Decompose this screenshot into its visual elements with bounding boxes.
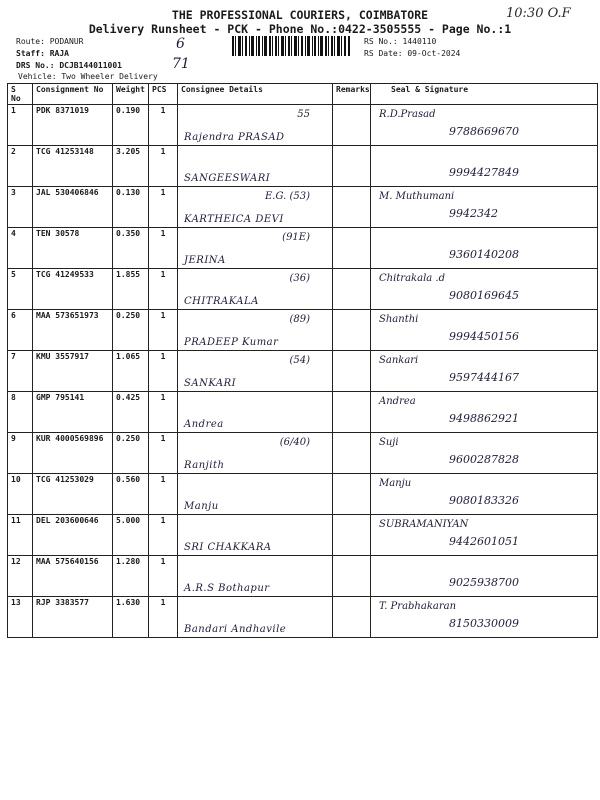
serial-number: 11 xyxy=(8,515,33,556)
signature-phone: 9600287828 xyxy=(449,453,519,466)
weight-value: 3.205 xyxy=(113,146,149,187)
rs-no-label: RS No.: xyxy=(364,37,398,46)
col-weight: Weight xyxy=(113,84,149,105)
col-seal: Seal & Signature xyxy=(371,84,598,105)
table-row xyxy=(8,515,598,556)
consignee-details xyxy=(178,269,333,310)
pieces-count: 1 xyxy=(149,433,178,474)
seal-signature-cell xyxy=(371,269,598,310)
weight-value: 0.350 xyxy=(113,228,149,269)
consignee-name: Andrea xyxy=(184,419,224,430)
remarks-cell xyxy=(333,228,371,269)
signature-phone: 9442601051 xyxy=(449,535,519,548)
pieces-count: 1 xyxy=(149,310,178,351)
consignment-number: TCG 41253029 xyxy=(33,474,113,515)
consignee-name: Manju xyxy=(184,501,219,512)
signature-phone: 9498862921 xyxy=(449,412,519,425)
table-row xyxy=(8,269,598,310)
signature-phone: 9360140208 xyxy=(449,248,519,261)
consignee-note: (36) xyxy=(289,273,310,284)
consignee-details xyxy=(178,474,333,515)
remarks-cell xyxy=(333,556,371,597)
company-title: THE PROFESSIONAL COURIERS, COIMBATORE xyxy=(171,8,429,22)
signature-name: Manju xyxy=(379,478,412,489)
consignee-note: 55 xyxy=(297,109,310,120)
consignee-name: SANKARI xyxy=(184,378,237,389)
table-row xyxy=(8,105,598,146)
signature-name: Andrea xyxy=(379,396,416,407)
rs-date-value: 09-Oct-2024 xyxy=(407,49,461,58)
consignment-number: JAL 530406846 xyxy=(33,187,113,228)
route-label: Route: xyxy=(16,37,45,46)
pieces-count: 1 xyxy=(149,515,178,556)
seal-signature-cell xyxy=(371,146,598,187)
signature-phone: 8150330009 xyxy=(449,617,519,630)
table-row xyxy=(8,474,598,515)
consignee-details xyxy=(178,597,333,638)
pieces-count: 1 xyxy=(149,351,178,392)
staff-value: RAJA xyxy=(49,49,69,58)
signature-phone: 9025938700 xyxy=(449,576,519,589)
signature-phone: 9788669670 xyxy=(449,125,519,138)
serial-number: 9 xyxy=(8,433,33,474)
consignee-details xyxy=(178,105,333,146)
table-row xyxy=(8,392,598,433)
weight-value: 5.000 xyxy=(113,515,149,556)
signature-phone: 9597444167 xyxy=(449,371,519,384)
drs-value: DCJB144011001 xyxy=(59,61,122,70)
table-row xyxy=(8,597,598,638)
serial-number: 5 xyxy=(8,269,33,310)
remarks-cell xyxy=(333,392,371,433)
consignee-name: Ranjith xyxy=(184,460,225,471)
consignment-number: KUR 4000569896 xyxy=(33,433,113,474)
pieces-count: 1 xyxy=(149,146,178,187)
remarks-cell xyxy=(333,433,371,474)
weight-value: 0.250 xyxy=(113,433,149,474)
remarks-cell xyxy=(333,269,371,310)
consignee-note: (54) xyxy=(289,355,310,366)
consignee-note: (89) xyxy=(289,314,310,325)
pieces-count: 1 xyxy=(149,269,178,310)
weight-value: 0.190 xyxy=(113,105,149,146)
signature-name: Chitrakala .d xyxy=(379,273,445,284)
route-value: PODANUR xyxy=(49,37,84,46)
seal-signature-cell xyxy=(371,105,598,146)
signature-phone: 9994450156 xyxy=(449,330,519,343)
seal-signature-cell xyxy=(371,228,598,269)
signature-phone: 9942342 xyxy=(449,207,498,220)
remarks-cell xyxy=(333,351,371,392)
vehicle-line xyxy=(18,72,158,81)
hand-note-71: 71 xyxy=(172,56,190,72)
handwritten-time: 10:30 O.F xyxy=(506,6,571,21)
serial-number: 13 xyxy=(8,597,33,638)
remarks-cell xyxy=(333,597,371,638)
pieces-count: 1 xyxy=(149,187,178,228)
remarks-cell xyxy=(333,515,371,556)
vehicle-label: Vehicle: xyxy=(18,72,57,81)
col-sno: S No xyxy=(8,84,33,105)
consignee-details xyxy=(178,228,333,269)
consignment-number: TCG 41249533 xyxy=(33,269,113,310)
table-row xyxy=(8,556,598,597)
consignee-details xyxy=(178,310,333,351)
table-row xyxy=(8,310,598,351)
signature-name: Suji xyxy=(379,437,399,448)
consignment-number: DEL 203600646 xyxy=(33,515,113,556)
vehicle-value: Two Wheeler Delivery xyxy=(61,72,158,81)
serial-number: 2 xyxy=(8,146,33,187)
pieces-count: 1 xyxy=(149,474,178,515)
consignee-note: (6/40) xyxy=(279,437,310,448)
weight-value: 1.630 xyxy=(113,597,149,638)
col-consignment: Consignment No xyxy=(33,84,113,105)
pieces-count: 1 xyxy=(149,556,178,597)
table-row xyxy=(8,433,598,474)
signature-name: R.D.Prasad xyxy=(379,109,436,120)
consignee-name: SRI CHAKKARA xyxy=(184,542,272,553)
signature-name: Sankari xyxy=(379,355,419,366)
signature-name: Shanthi xyxy=(379,314,419,325)
table-row xyxy=(8,228,598,269)
staff-label: Staff: xyxy=(16,49,45,58)
consignee-note: E.G. (53) xyxy=(265,191,310,202)
weight-value: 0.250 xyxy=(113,310,149,351)
serial-number: 1 xyxy=(8,105,33,146)
serial-number: 4 xyxy=(8,228,33,269)
seal-signature-cell xyxy=(371,556,598,597)
consignee-name: PRADEEP Kumar xyxy=(184,337,279,348)
remarks-cell xyxy=(333,187,371,228)
remarks-cell xyxy=(333,474,371,515)
remarks-cell xyxy=(333,310,371,351)
table-row xyxy=(8,187,598,228)
seal-signature-cell xyxy=(371,187,598,228)
consignee-details xyxy=(178,351,333,392)
seal-signature-cell xyxy=(371,392,598,433)
consignment-number: RJP 3383577 xyxy=(33,597,113,638)
consignee-details xyxy=(178,392,333,433)
consignee-name: A.R.S Bothapur xyxy=(184,583,270,594)
consignee-name: CHITRAKALA xyxy=(184,296,259,307)
consignee-name: SANGEESWARI xyxy=(184,173,271,184)
drs-line xyxy=(16,61,122,70)
serial-number: 10 xyxy=(8,474,33,515)
weight-value: 1.280 xyxy=(113,556,149,597)
table-row xyxy=(8,351,598,392)
signature-name: M. Muthumani xyxy=(379,191,455,202)
serial-number: 7 xyxy=(8,351,33,392)
weight-value: 0.425 xyxy=(113,392,149,433)
col-remarks: Remarks xyxy=(333,84,371,105)
barcode xyxy=(232,36,350,56)
signature-phone: 9080183326 xyxy=(449,494,519,507)
consignee-note: (91E) xyxy=(282,232,310,243)
weight-value: 0.130 xyxy=(113,187,149,228)
pieces-count: 1 xyxy=(149,228,178,269)
consignee-details xyxy=(178,515,333,556)
seal-signature-cell xyxy=(371,515,598,556)
signature-phone: 9080169645 xyxy=(449,289,519,302)
serial-number: 12 xyxy=(8,556,33,597)
consignment-number: KMU 3557917 xyxy=(33,351,113,392)
consignee-details xyxy=(178,433,333,474)
serial-number: 8 xyxy=(8,392,33,433)
consignee-name: Bandari Andhavile xyxy=(184,624,287,635)
consignee-name: JERINA xyxy=(184,255,226,266)
consignment-number: GMP 795141 xyxy=(33,392,113,433)
weight-value: 0.560 xyxy=(113,474,149,515)
route-line xyxy=(16,37,83,46)
consignee-name: KARTHEICA DEVI xyxy=(184,214,284,225)
rs-date-line xyxy=(364,49,460,58)
consignment-number: TCG 41253148 xyxy=(33,146,113,187)
seal-signature-cell xyxy=(371,474,598,515)
staff-line xyxy=(16,49,69,58)
pieces-count: 1 xyxy=(149,105,178,146)
consignment-number: TEN 30578 xyxy=(33,228,113,269)
runsheet-table xyxy=(7,83,598,638)
seal-signature-cell xyxy=(371,433,598,474)
consignment-number: MAA 573651973 xyxy=(33,310,113,351)
consignee-details xyxy=(178,556,333,597)
seal-signature-cell xyxy=(371,597,598,638)
rs-date-label: RS Date: xyxy=(364,49,403,58)
signature-phone: 9994427849 xyxy=(449,166,519,179)
consignee-details xyxy=(178,146,333,187)
rs-no-line xyxy=(364,37,436,46)
seal-signature-cell xyxy=(371,351,598,392)
pieces-count: 1 xyxy=(149,392,178,433)
signature-name: SUBRAMANIYAN xyxy=(379,519,469,530)
table-header-row xyxy=(8,84,598,105)
col-pcs: PCS xyxy=(149,84,178,105)
serial-number: 6 xyxy=(8,310,33,351)
drs-label: DRS No.: xyxy=(16,61,55,70)
col-consignee: Consignee Details xyxy=(178,84,333,105)
runsheet-subtitle: Delivery Runsheet - PCK - Phone No.:0422-3505555 - Page No.:1 xyxy=(88,22,512,36)
consignee-details xyxy=(178,187,333,228)
seal-signature-cell xyxy=(371,310,598,351)
serial-number: 3 xyxy=(8,187,33,228)
consignment-number: PDK 8371019 xyxy=(33,105,113,146)
hand-note-6: 6 xyxy=(176,36,185,52)
pieces-count: 1 xyxy=(149,597,178,638)
remarks-cell xyxy=(333,105,371,146)
signature-name: T. Prabhakaran xyxy=(379,601,457,612)
weight-value: 1.855 xyxy=(113,269,149,310)
table-row xyxy=(8,146,598,187)
weight-value: 1.065 xyxy=(113,351,149,392)
remarks-cell xyxy=(333,146,371,187)
consignment-number: MAA 575640156 xyxy=(33,556,113,597)
consignee-name: Rajendra PRASAD xyxy=(184,132,285,143)
rs-no-value: 1440110 xyxy=(402,37,437,46)
